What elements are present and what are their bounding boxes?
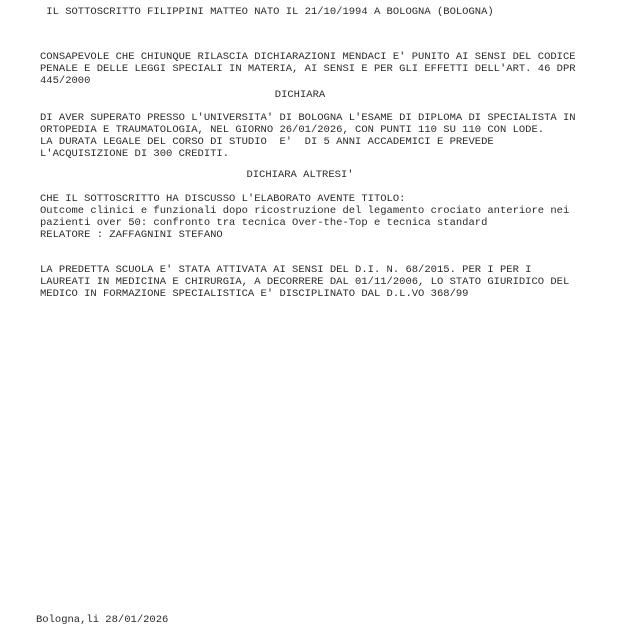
text-line: ORTOPEDIA E TRAUMATOLOGIA, NEL GIORNO 26/01/2026, CON PUNTI 110 SU 110 CON LODE. [40,124,545,136]
text-line: CHE IL SOTTOSCRITTO HA DISCUSSO L'ELABORATO AVENTE TITOLO: [40,193,406,205]
text-line: 445/2000 [40,75,91,87]
text-line: DI AVER SUPERATO PRESSO L'UNIVERSITA' DI BOLOGNA L'ESAME DI DIPLOMA DI SPECIALISTA IN [40,112,576,124]
text-line: LA PREDETTA SCUOLA E' STATA ATTIVATA AI SENSI DEL D.I. N. 68/2015. PER I PER I [40,264,532,276]
text-line: PENALE E DELLE LEGGI SPECIALI IN MATERIA, AI SENSI E PER GLI EFFETTI DELL'ART. 46 DPR [40,63,576,75]
thesis-title-line: Outcome clinici e funzionali dopo ricostruzione del legamento crociato anteriore nei [40,205,570,217]
heading-dichiara-altresi: DICHIARA ALTRESI' [246,169,354,181]
supervisor-line: RELATORE : ZAFFAGNINI STEFANO [40,229,223,241]
awareness-paragraph [40,51,576,87]
heading-dichiara: DICHIARA [274,89,326,101]
text-line: L'ACQUISIZIONE DI 300 CREDITI. [40,148,230,160]
declaration-paragraph [40,112,576,160]
text-line: MEDICO IN FORMAZIONE SPECIALISTICA E' DISCIPLINATO DAL D.L.VO 368/99 [40,288,469,300]
declarant-line: IL SOTTOSCRITTO FILIPPINI MATTEO NATO IL 21/10/1994 A BOLOGNA (BOLOGNA) [40,6,494,18]
thesis-paragraph [40,193,569,241]
thesis-title-line: pazienti over 50: confronto tra tecnica Over-the-Top e tecnica standard [40,217,488,229]
place-date: Bologna,li 28/01/2026 [36,614,169,626]
text-line: LAUREATI IN MEDICINA E CHIRURGIA, A DECORRERE DAL 01/11/2006, LO STATO GIURIDICO DEL [40,276,570,288]
school-paragraph [40,264,569,300]
text-line: LA DURATA LEGALE DEL CORSO DI STUDIO E' DI 5 ANNI ACCADEMICI E PREVEDE [40,136,494,148]
text-line: CONSAPEVOLE CHE CHIUNQUE RILASCIA DICHIARAZIONI MENDACI E' PUNITO AI SENSI DEL CODICE [40,51,576,63]
